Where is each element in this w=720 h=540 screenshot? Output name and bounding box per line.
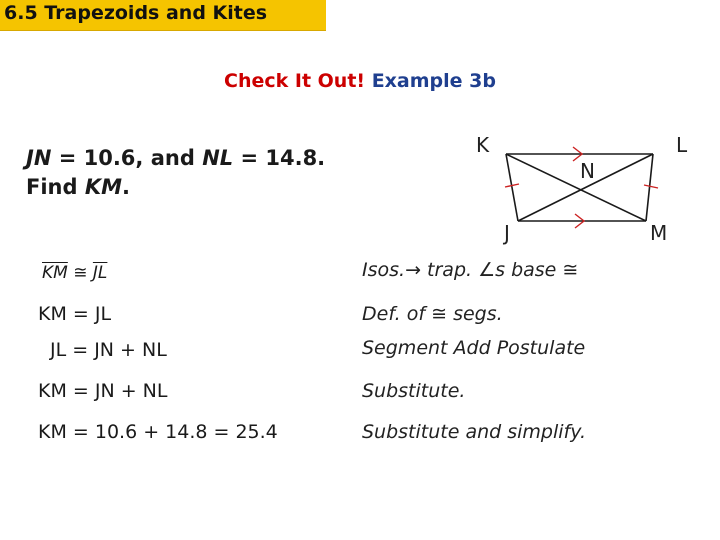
problem-text-2: = 14.8. xyxy=(233,146,326,170)
nl-var: NL xyxy=(202,146,234,170)
find-text: Find xyxy=(26,175,85,199)
jn-var: JN xyxy=(26,146,52,170)
label-K: K xyxy=(476,133,490,157)
jl-segment: $\overline{JL}$ xyxy=(92,263,108,283)
segment-KJ xyxy=(506,154,518,221)
problem-line-1 xyxy=(26,144,325,173)
slide-title: 6.5 Trapezoids and Kites xyxy=(4,2,268,24)
step-1-statement xyxy=(42,263,107,283)
arrow-glyph: → xyxy=(405,259,421,281)
segs-text: segs. xyxy=(447,303,503,325)
diagonal-KM xyxy=(506,154,646,221)
label-J: J xyxy=(504,221,510,245)
angle-symbol: ∠ xyxy=(478,259,496,281)
step-5-reason: Substitute and simplify. xyxy=(362,421,587,443)
step-2-statement: KM = JL xyxy=(38,303,112,325)
label-N: N xyxy=(580,159,595,183)
step-1-reason xyxy=(362,259,578,281)
isos-text: Isos. xyxy=(362,259,406,281)
trap-text: trap. xyxy=(421,259,479,281)
step-4-statement: KM = JN + NL xyxy=(38,380,168,402)
example-number: Example 3b xyxy=(371,70,496,92)
base-text: s base xyxy=(495,259,563,281)
step-4-reason: Substitute. xyxy=(362,380,466,402)
step-2-reason xyxy=(362,303,503,325)
km-var: KM xyxy=(84,175,123,199)
congruent-symbol-3: ≅ xyxy=(431,303,448,325)
example-heading xyxy=(0,70,720,92)
step-3-reason: Segment Add Postulate xyxy=(362,337,586,359)
congruent-symbol: ≅ xyxy=(73,263,88,283)
label-M: M xyxy=(650,221,668,245)
problem-statement xyxy=(26,144,325,202)
def-text: Def. of xyxy=(362,303,432,325)
title-bar xyxy=(0,0,720,31)
check-it-out-label: Check It Out! xyxy=(224,70,366,92)
step-3-statement: JL = JN + NL xyxy=(50,339,167,361)
period: . xyxy=(122,175,130,199)
problem-text-1: = 10.6, and xyxy=(51,146,203,170)
tick-mark-right xyxy=(644,185,658,188)
congruent-symbol-2: ≅ xyxy=(562,259,579,281)
segment-LM xyxy=(646,154,653,221)
problem-line-2 xyxy=(26,173,325,202)
label-L: L xyxy=(676,133,688,157)
trapezoid-figure xyxy=(470,128,690,246)
step-5-statement: KM = 10.6 + 14.8 = 25.4 xyxy=(38,421,278,443)
km-segment: $\overline{KM}$ xyxy=(42,263,68,283)
